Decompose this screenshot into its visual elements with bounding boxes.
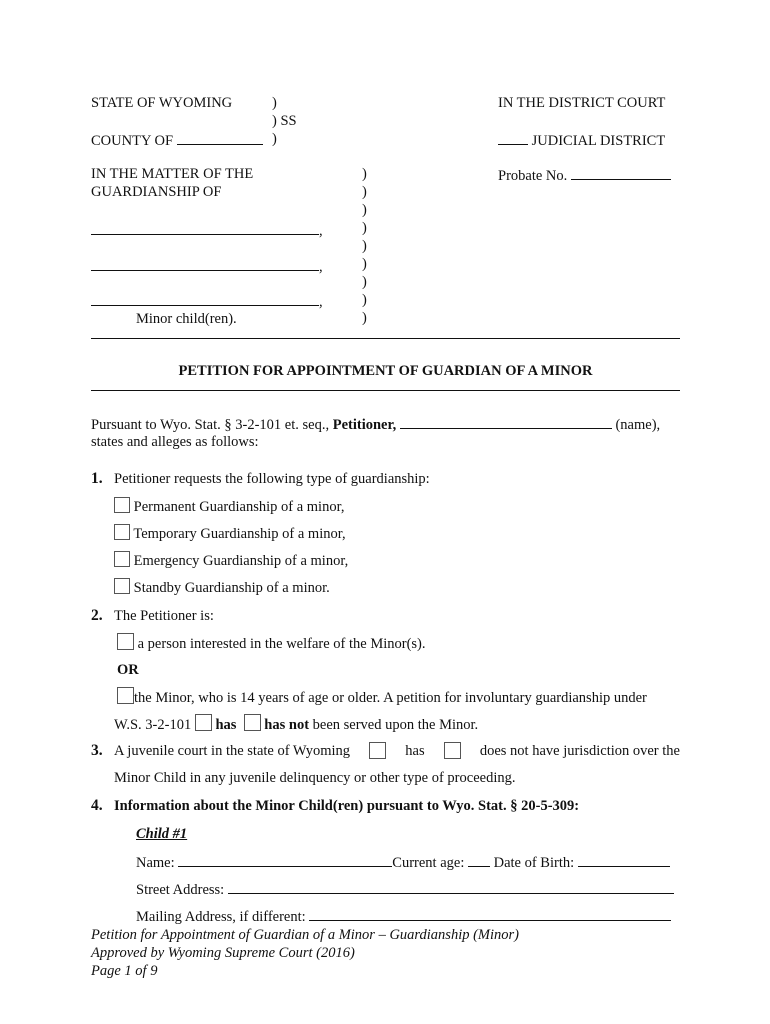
option-standby[interactable] bbox=[114, 578, 330, 597]
court-label: IN THE DISTRICT COURT bbox=[498, 95, 666, 111]
child-name-row bbox=[136, 852, 670, 872]
option-interested-person[interactable] bbox=[117, 633, 426, 653]
probate-number-field[interactable] bbox=[571, 165, 671, 180]
caption-paren: ) bbox=[362, 292, 367, 308]
interested-person-checkbox[interactable] bbox=[117, 633, 134, 650]
minor-name-field[interactable] bbox=[91, 291, 319, 306]
caption-paren: ) bbox=[362, 310, 367, 326]
caption-paren: ) bbox=[272, 131, 277, 147]
has-label: has bbox=[215, 717, 237, 733]
child-name-field[interactable] bbox=[178, 852, 392, 867]
temporary-checkbox[interactable] bbox=[114, 524, 130, 540]
child-heading: Child #1 bbox=[136, 826, 188, 842]
item-number: 1. bbox=[91, 470, 103, 487]
item3-text-a: A juvenile court in the state of Wyoming bbox=[114, 743, 351, 759]
petitioner-label: Petitioner, bbox=[332, 417, 397, 433]
child-age-field[interactable] bbox=[468, 852, 490, 867]
county-text: COUNTY OF bbox=[91, 133, 174, 149]
option-label: Temporary Guardianship of a minor, bbox=[133, 526, 346, 542]
comma: , bbox=[319, 223, 323, 239]
minor-children-label: Minor child(ren). bbox=[136, 311, 237, 327]
mailing-address-row bbox=[136, 906, 671, 926]
footer-title: Petition for Appointment of Guardian of a Minor – Guardianship (Minor) bbox=[91, 927, 520, 943]
age-label: Current age: bbox=[392, 855, 465, 871]
street-address-field[interactable] bbox=[228, 879, 674, 894]
option-minor[interactable] bbox=[117, 687, 647, 707]
caption-paren: ) bbox=[272, 95, 277, 111]
minor-name-field[interactable] bbox=[91, 256, 319, 271]
option-label: Emergency Guardianship of a minor, bbox=[133, 553, 349, 569]
street-label: Street Address: bbox=[136, 882, 225, 898]
divider bbox=[91, 338, 680, 339]
has-served-checkbox[interactable] bbox=[195, 714, 212, 731]
district-number-field[interactable] bbox=[498, 130, 528, 145]
item-number: 3. bbox=[91, 742, 103, 759]
served-text: been served upon the Minor. bbox=[312, 717, 479, 733]
page-title: PETITION FOR APPOINTMENT OF GUARDIAN OF A MINOR bbox=[178, 363, 593, 379]
option-label: the Minor, who is 14 years of age or older. A petition for involuntary guardianship under bbox=[134, 690, 647, 706]
ss-label: ) SS bbox=[272, 113, 297, 129]
name-label: (name), bbox=[615, 417, 661, 433]
caption-paren: ) bbox=[362, 256, 367, 272]
state-label: STATE OF WYOMING bbox=[91, 95, 233, 111]
judicial-district-text: JUDICIAL DISTRICT bbox=[531, 133, 666, 149]
juvenile-does-not-checkbox[interactable] bbox=[444, 742, 461, 759]
probate-text: Probate No. bbox=[498, 168, 568, 184]
option-temporary[interactable] bbox=[114, 524, 346, 543]
page-number: Page 1 of 9 bbox=[91, 963, 158, 979]
permanent-checkbox[interactable] bbox=[114, 497, 130, 513]
minor-name-line-1[interactable] bbox=[91, 220, 323, 240]
statute-ref: W.S. 3-2-101 bbox=[114, 717, 192, 733]
matter-line1: IN THE MATTER OF THE bbox=[91, 166, 254, 182]
caption-paren: ) bbox=[362, 202, 367, 218]
option-emergency[interactable] bbox=[114, 551, 348, 570]
divider bbox=[91, 390, 680, 391]
item2-text: The Petitioner is: bbox=[114, 608, 214, 624]
option-label: a person interested in the welfare of the Minor(s). bbox=[137, 636, 426, 652]
item4-text: Information about the Minor Child(ren) pursuant to Wyo. Stat. § 20-5-309: bbox=[114, 798, 580, 814]
or-label: OR bbox=[117, 662, 139, 678]
option-label: Permanent Guardianship of a minor, bbox=[133, 499, 345, 515]
option-permanent[interactable] bbox=[114, 497, 344, 516]
mailing-label: Mailing Address, if different: bbox=[136, 909, 306, 925]
probate-label bbox=[498, 165, 671, 185]
has-not-label: has not bbox=[264, 717, 310, 733]
item3-has: has bbox=[405, 743, 425, 759]
item3-text-b: does not have jurisdiction over the bbox=[479, 743, 680, 759]
name-label: Name: bbox=[136, 855, 175, 871]
item-number: 2. bbox=[91, 607, 103, 624]
item3-line1 bbox=[114, 742, 680, 760]
option-label: Standby Guardianship of a minor. bbox=[133, 580, 330, 596]
minor-name-field[interactable] bbox=[91, 220, 319, 235]
service-line bbox=[114, 714, 478, 734]
caption-paren: ) bbox=[362, 184, 367, 200]
emergency-checkbox[interactable] bbox=[114, 551, 130, 567]
footer-approval: Approved by Wyoming Supreme Court (2016) bbox=[91, 945, 355, 961]
matter-line2: GUARDIANSHIP OF bbox=[91, 184, 222, 200]
minor-name-line-3[interactable] bbox=[91, 291, 323, 311]
child-dob-field[interactable] bbox=[578, 852, 670, 867]
dob-label: Date of Birth: bbox=[493, 855, 575, 871]
county-field[interactable] bbox=[177, 130, 263, 145]
item3-line2: Minor Child in any juvenile delinquency or other type of proceeding. bbox=[114, 770, 516, 786]
comma: , bbox=[319, 259, 323, 275]
standby-checkbox[interactable] bbox=[114, 578, 130, 594]
comma: , bbox=[319, 294, 323, 310]
intro-line2: states and alleges as follows: bbox=[91, 434, 259, 450]
item1-text: Petitioner requests the following type of guardianship: bbox=[114, 471, 430, 487]
mailing-address-field[interactable] bbox=[309, 906, 671, 921]
petitioner-name-field[interactable] bbox=[400, 414, 612, 429]
minor-name-line-2[interactable] bbox=[91, 256, 323, 276]
street-address-row bbox=[136, 879, 674, 899]
caption-paren: ) bbox=[362, 220, 367, 236]
item-number: 4. bbox=[91, 797, 103, 814]
caption-paren: ) bbox=[362, 166, 367, 182]
caption-paren: ) bbox=[362, 274, 367, 290]
county-label bbox=[91, 130, 263, 150]
intro-text: Pursuant to Wyo. Stat. § 3-2-101 et. seq., bbox=[91, 417, 330, 433]
judicial-district-label bbox=[498, 130, 665, 150]
has-not-served-checkbox[interactable] bbox=[244, 714, 261, 731]
intro-line1 bbox=[91, 414, 660, 434]
caption-paren: ) bbox=[362, 238, 367, 254]
minor-checkbox[interactable] bbox=[117, 687, 134, 704]
juvenile-has-checkbox[interactable] bbox=[369, 742, 386, 759]
